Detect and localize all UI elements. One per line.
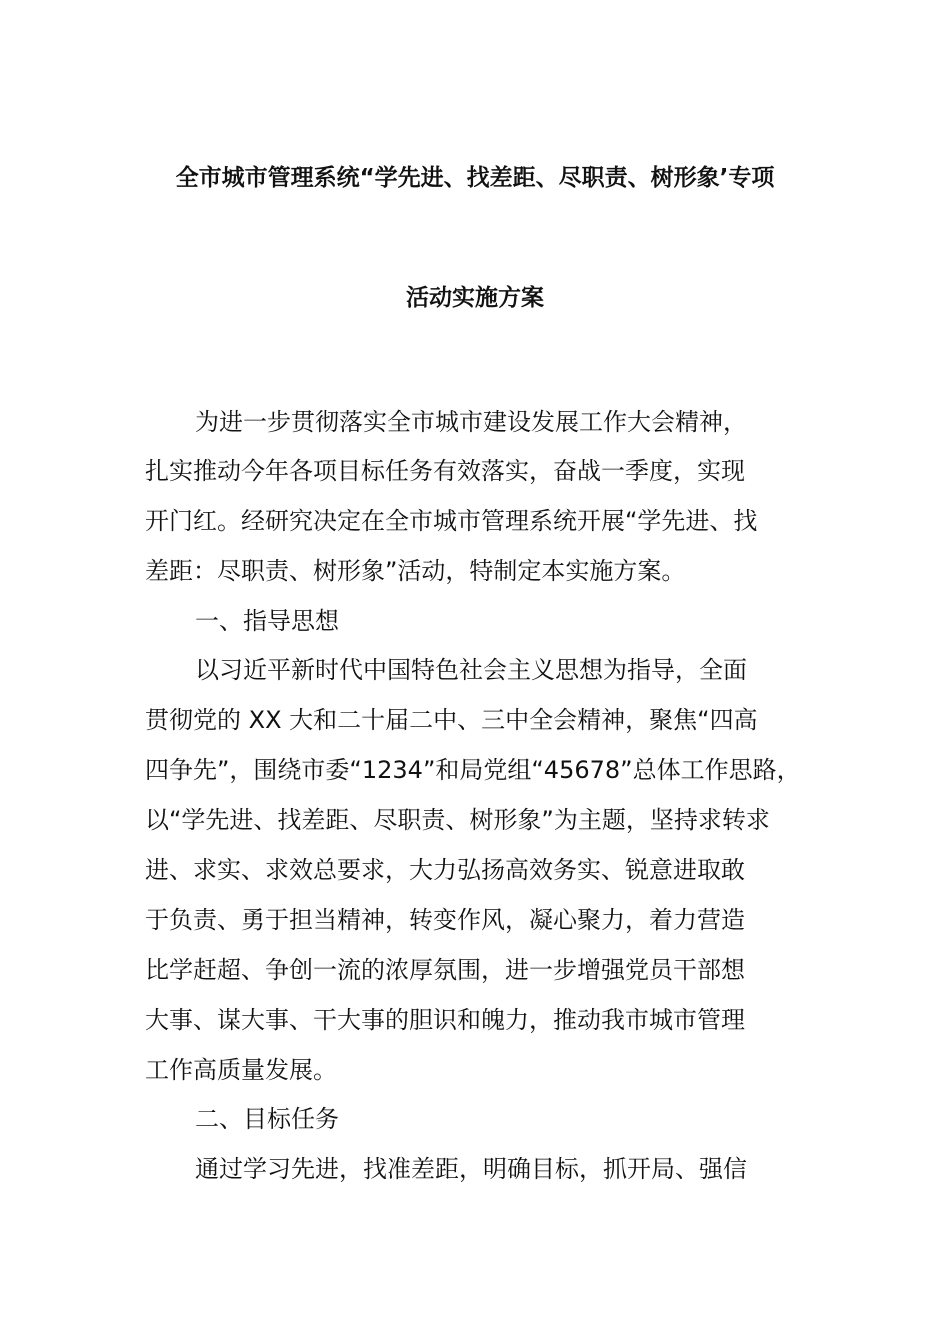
- paragraph-ideology-line-6: 于负责、勇于担当精神，转变作风，凝心聚力，着力营造: [145, 906, 745, 934]
- paragraph-ideology-line-4: 以“学先进、找差距、尽职责、树形象”为主题，坚持求转求: [145, 806, 770, 834]
- paragraph-intro-line-1: 为进一步贯彻落实全市城市建设发展工作大会精神，: [195, 408, 747, 436]
- paragraph-intro-line-2: 扎实推动今年各项目标任务有效落实，奋战一季度，实现: [145, 457, 745, 485]
- document-title-line-2: 活动实施方案: [406, 285, 544, 311]
- paragraph-ideology-line-1: 以习近平新时代中国特色社会主义思想为指导，全面: [195, 656, 747, 684]
- paragraph-ideology-line-8: 大事、谋大事、干大事的胆识和魄力，推动我市城市管理: [145, 1006, 745, 1034]
- document-title-line-1: 全市城市管理系统“学先进、找差距、尽职责、树形象’专项: [175, 165, 775, 191]
- paragraph-intro-line-3: 开门红。经研究决定在全市城市管理系统开展“学先进、找: [145, 507, 758, 535]
- paragraph-ideology-line-9: 工作高质量发展。: [145, 1056, 337, 1084]
- paragraph-goals-line-1: 通过学习先进，找准差距，明确目标，抓开局、强信: [195, 1155, 747, 1183]
- paragraph-ideology-line-3: 四争先”，围绕市委“1234”和局党组“45678”总体工作思路，: [145, 756, 801, 784]
- paragraph-ideology-line-5: 进、求实、求效总要求，大力弘扬高效务实、锐意进取敢: [145, 856, 745, 884]
- paragraph-ideology-line-2: 贯彻党的 XX 大和二十届二中、三中全会精神，聚焦“四高: [145, 706, 758, 734]
- paragraph-ideology-line-7: 比学赶超、争创一流的浓厚氛围，进一步增强党员干部想: [145, 956, 745, 984]
- section-heading-goals-tasks: 二、目标任务: [195, 1105, 339, 1133]
- section-heading-guiding-ideology: 一、指导思想: [195, 607, 339, 635]
- paragraph-intro-line-4: 差距：尽职责、树形象”活动，特制定本实施方案。: [145, 557, 686, 585]
